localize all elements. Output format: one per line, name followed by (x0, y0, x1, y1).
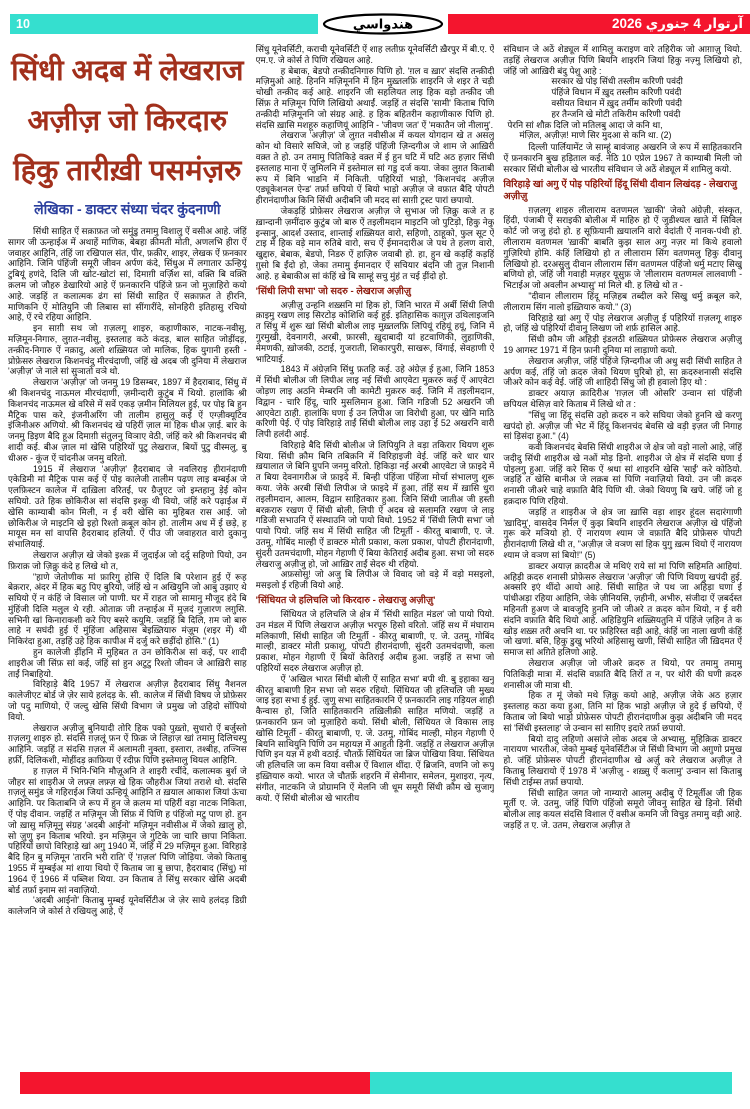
article-paragraph: ह ग़ज़ल में भिनि-भिनि मौज़ूअनि ते शाइरी रचींदे, कलात्मक बुर्श जे जौहर सां शाइरीअ जे लफ़्ज़ लफ़्ज़ खे हिक जौहरीअ जियां तराशे थो. संदसि ग़ज़लूं समुंड जे गहिराईअ जियां ऊन्हियूं आहिनि त ख़याल आकाश जियां ऊंचा आहिनि. पर किताबनि जे रूप में हुन जे क़लम मां पहिरीं वड़ा नाटक निकिता, ऐं पोइ दीवान. जड़हिं त मज़िमून जी सिंफ़ में पिणि ह पंहिंजो मटु पाण हो. हुन जो ख़ासु मज़िमूनु संग्रह 'अदबी आईनो' मज़िमून नवीसीअ में जेको ख़ालु हो, सो ज़ुणु इन किताब भरियो. इन मज़िमून जे गुटिके जा चारि छापा निकिता. पहिरियों छापो विरिहाड़े खां अगु 1940 में, जंहिं में 29 मज़िमून हुआ. विरिहाड़े बैदि हिन बु मज़िमून 'तारनि भरी राति' ऐं 'ग़ज़ल' पिणि जोड़िया. जेको किताबु 1955 में मुम्बईअ मां शाया थियो ऐं किताब जा बु छापा, हैदराबाद (सिंधु) मां 1964 ऐं 1966 में पब्लिश थिया. उन किताब ते सिंधु सरकार खेसि अदबी बोर्ड तर्फ़ा इनाम सां नवाज़ियो. (8, 765, 247, 895)
poem-line: हर तैन्जनि खे मोटी तकिरीम करिणी पवंदी (551, 108, 681, 119)
masthead-red-segment (448, 14, 750, 34)
poem-stanza (503, 76, 742, 141)
article-paragraph: डाक्टर अयाज़ क़ादिरीअ 'ग़ज़ल जी ओसरि' उन्वान सां पंहिंजी छपियल थेसिज़ वारे किताब में लिखे थो त : (503, 388, 743, 409)
article-paragraph: "दीवान लीलाराम हिंदू मज़िहब तब्दील करे सिखु धर्मु क़बूल करे, लीलाराम सिंग नालो इख़्तियारु कयो." (3) (503, 290, 743, 312)
article-paragraph: सिंधी साहित जगत जो नाम्यारो आलमु अदीबु ऐं टिमूर्तीअ जी हिक मूर्ती ए. जे. उतमु, जंहिं पिणि पंहिंजो समूरो जीवनु साहित खे ड़िनो. सिंधी बोलीअ लाइ कयल संदसि विशाल ऐं वसीअ कमनि जी विचुड़ तमामु वड़ी आहे. जड़हिं त ए. जे. उतम, लेखराज अज़ीज़ ते (503, 787, 743, 830)
article-paragraph: ह बेबाक, बेडपो तन्क़ीदनिगारु पिणि हो. 'ग़ल व ख़ार' संदसि तन्क़ीदी मज़िमुओ आहे. हिननि मज़िमूननि में हिन मुख़्तलफ़ि शाइरनि जे शइर ते चड़ी चोखी तन्क़ीद कई आहे. शाइरनि जी सहलियत लाइ हिक वड़ो तन्क़ीद जी सिंफ़ ते मज़िमून पिणि लिखियो अथाईं. जड़हिं त संदसि 'सामी' किताब पिणि तन्क़ीदी मज़िमूननि जो संग्रह आहे. ह हिक बहितरीन कहाणीकारु पिणि हो. संदसि ख़ासि मशहूरु कहाणियूं आहिनि - 'जीवण जत' ऐं 'मकातैन जो नीलामु'. (255, 65, 495, 130)
article-paragraph: सिंधु यूनेवर्सिटी, कराची यूनेवर्सिटी ऐं शाह लतीफ़ यूनेवर्सिटी ख़ैरपुर में बी.ए. ऐं एम.ए. जे कोर्स ते पिणि रखियल आहे. (255, 44, 495, 65)
article-paragraph: सिंधी साहित ऐं सक़ाफ़त जो समुंडु तमामु विशालु ऐं वसीअ आहे. जंहिं सागर जी ऊन्हाईअ में अथाहें माणिक, बेबहा क़ीमती मोती, अणलभि हीरा ऐं जवाहर आहिनि, तंहिं जा रखिपाल संत, पीर, फ़क़ीर, शाइर, लेखक ऐं फ़नकार आहिनि. जिनि पंहिंजी समूरी जीवन अर्पण कंदे, सिंधुअ में लगातार ऊन्हियूं टुबियूं हणंदे, दिलि जी खोट-खोटां सां, दिमाग़ी वर्ज़िश सां, वक़्ति बि वक़्ति क़लम जो जौहरु डेखारियो आहे ऐं फ़नकारनि पंहिंजे फ़न जो मुज़ाहिरो कयो आहे. जड़हिं त कलात्मक ढंग सां सिंधी साहित ऐं सक़ाफ़त ते हीरनि, माणिकनि ऐं मोतियुनि जी लिबास सां सींगारींदे, सोनहिरी इतिहासु रचियो आहे, ऐं रचे रहिया आहिनि. (8, 226, 247, 323)
column-3 (503, 44, 742, 1068)
article-paragraph: डाक्टर अयाज़ क़ादरीअ जे मथिएं राये सां मां पिणि सहिमति आहियां. अहिड़ी क़दरु शनासी प्रोफ़ेसरु लेखराज 'अज़ीज़' जी पिणि थियणु खपंदी हुई. अक्सरि इएं थींदो आयो आहे. सिंधी साहित जे पथ जा अहिड़ा घणा ई पांधीअड़ा रहिया आहिनि, जेके ज़ीनियसि, ज़हीनी, अभीरु, संजीदा ऐं ज़बर्दस्त महिनती हुअण जे बावजूदि हुननि जो जीअरे त क़दरु कोन थियो, न ई वरी संदनि वफ़ाति बैदि थियो आहे. अहिड़ियुनि शख़्सियतुनि में पंहिंजे ज़हिन ते क खोड़ शख़्स तरी अचनि था. पर फ़हिरिस्त वड़ी आहे, कंहिं जा नाला खणी कंहिं जो खणां. बसि, हिकु डुखु भरियो अहिसासु खणी, सिंधी साहित जी ख़िदमत ऐं समाज सां अग़िते हलिणो आहे. (503, 560, 743, 658)
article-paragraph: ऐं 'अखिल भारत सिंधी बोली ऐं साहित सभा' बपी थी. बु इहाका खनु कीरतु बाबाणी हिन सभा जो सदरु रहियो. सिंधियत जी हलिचलि जी मुख्य जाइ इहा सभा ई हुई. ज़ुणु सभा साहितकारनि ऐं फ़नकारनि लाइ गड़ियल शाही कैन्वास हो, जिति साहितकारनि तख़िलीक़ी साहित मणियो. जड़हिं त फ़नकारनि फ़न जो मुज़ाहिरो कयो. सिंधी बोली, सिंधियत जे विकास लाइ खोसि टिमूर्ती - कीरतु बाबाणी, ए. जे. उतमु, गोबिंद माल्ही, मोहन गेहाणी ऐं बियनि साथियुनि पिणि उन महायज्ञ में आहुती ड़िनी. जड़हिं त लेखराज अज़ीज़ पिणि इन यज्ञ में हथी वठाई. चौतर्फ़े सिंधियत जा ब्रिज पोखिया विया. सिंधियत जी हलिचलि जा कम विया वसीअ ऐं विशाल थींदा. ऐं ब्रिजनि, वणनि जो रूपु इख़्तियारु कयो. भारत जे चौतर्फ़े शहरनि में सेमीनार, समेलन, मुशाइरा, नृत्य, संगीत, नाटकनि जे प्रोग्रामनि ऐं मेलनि जी धूम समूरी सिंधी क़ौम खे सुजागु कयो. ऐं सिंधी बोलीअ खे भारतीय (255, 673, 495, 803)
article-paragraph: कवी किशनचंद बेवसि सिंधी शाइरीअ जे क्षेत्र जो वड़ो नालो आहे, जंहिं जदीदु सिंधी शाइरीअ खे नओं मोड़ ड़िनो. शाइरीअ जे क्षेत्र में संदसि घणा ई पोइलगु हुआ. जंहिं करे सिक ऐं श्रधा सां शाइरनि खेसि 'साईं' करे कोठियो. जड़हिं त खेसि बानीअ जे लक़ब सां पिणि नवाज़ियो वियो. उन जी क़दरु शनासी जीअरे चाहे वफ़ाति बैदि पिणि थी. जेको थियणु बि खपे. जंहिं जो हू हक़दारु पिणि रहियो. (503, 442, 743, 507)
section-subhead: विरिहाड़े खां अगु ऐं पोइ पहिरियों हिंदू सिंधी दीवान लिखंदड़ - लेखराजु अज़ीज़ु (503, 178, 737, 202)
section-subhead: 'सिंधियत जे हलिचलि जो किरदारु - लेखराजु अज़ीज़ु' (255, 595, 436, 607)
article-paragraph: "सिंधु जा हिंदू संदसि उहो क़दरु न करे सघिया जेको हुननि खे करणु खपंदो हो. अज़ीज़ जी भेट में हिंदू किशनचंद बेवसि खे वड़ी इज़त जी निगाह सां ड़िसंदा हुआ." (4) (503, 409, 743, 442)
masthead-teal-segment (10, 14, 318, 34)
article-paragraph: 'अदबी आईनो' किताबु मुम्बई यूनेवर्सिटीअ जे ज़ेर साये हलंदड़ डिग्री कालेजनि जे कोर्स ते रखियलु आहे, ऐं (8, 895, 247, 917)
issue-date: آرتوار 4 جنوري 2026 (611, 16, 743, 31)
article-paragraph: 1915 में लेखराज 'अज़ीज़' हैदराबाद जे नवलिराइ हीरानंदाणी एकेडिमी मां मैट्रिक पास कई ऐं पोइ कालेजी तालीम पढ़ण लाइ बम्बईअ जे एलफ़िस्टन कालेज में दाख़िला वरितई, पर ग्रैजुएट जो इम्तहानु ड़ेई कोन सघियो. उते हिक छोकिरीअ सां संदसि इश्क़ु थी वियो, जंहिं करे पढ़ाईअ में खेसि काम्याबी कोन मिली, न ई वरी खेसि का मुहिबत रास आई. जो छोकिरीअ जे माइटनि खे इहो रिश्तो क़बूल कोन हो. तालीम अध में ई छड़े, ह मायूस मन सां वापसि हैदराबाद हलियो. ऐं पीउ जी जवाहरात वारो दुकानु संभालियाई. (8, 463, 247, 550)
masthead-band (10, 14, 750, 34)
article-paragraph: अज़ीज़ु उन्हनि शख़्सनि मां हिक हो, जिनि भारत में अर्बी सिंधी लिपी क़ाइमु रखण लाइ सिरटोड़ कोशिशि कई हुई. इतिहासिक काग़ुज़ उथिलाइजनि त सिंधु में शुरू खां सिंधी बोलीअ लाइ मुख़्तलफ़ि लिपियूं रहियूं हयूं, जिनि में गुरमुखी, देवनागरी, अरबी, फ़ारसी, ख़ुदाबादी यां हटवाणिकी, लुहाणिकी, मेमणकी, ख़ोजकी, ठटाई, गुजराती, शिकारपुरी, साखरू, विंगाई, सेवहाणी ऐं भाटियाई. (255, 299, 495, 364)
article-paragraph: हुन कालेजी ड़ींहनि में मुहिबत त उन छोकिरीअ सां कई, पर शादी शाइरीअ जी सिंफ़ सां कई, जंहिं सां हुन अटुटु रिश्तो जीवन जे आख़िरी साह ताईं निबाहियो. (8, 647, 247, 679)
headline-line: सिंधी अदब में लेखराज (11, 55, 244, 87)
article-paragraph: लेखराज 'अज़ीज़' जे लुग़त नवीसीअ में कयल योगदान खे त असलु कोन थो विसारे सघिजे, जो ह जड़हिं पंहिंजी ज़िन्दगीअ जे शाम जे आख़िरी वक़्त ते हो. उन तमामु पितिकिड़े वक़्त में ई हुन घटि में घटि अठ हज़ार सिंधी इस्तलाह माना ऐं जुमिलनि में इस्तेमाल सां गडु दर्ज कया. जेका लुग़त किताबी रूप में बिनि भाडनि में निकिती. पहिरियों भाड़ो, 'किशनचंद अज़ीज़ एड्यूकेशनल ऐन्ड' तर्फ़ा छपियो ऐं बियो भाड़ो अज़ीज़ जे वफ़ात बैदि पोपटी हीरानंदाणीअ किनि सिंधी अदीबनि जी मदद सां साग़ी ट्रस्ट पारां छपायो. (255, 130, 495, 206)
article-paragraph: विरिहाड़े खां अगु ऐं पोइ लेखराज अज़ीज़ु ई पहिरियों ग़ज़लगू शाइरु हो, जंहिं खे पहिरियों दीवानु लिखण जो शर्फ़ हासिल आहे. (503, 312, 743, 334)
article-paragraph: सिंधियत जे हलिचलि जे क्षेत्र में 'सिंधी साहित मंडल' जो पायो पियो. उन मंडल में पिणि लेखराज अज़ीज़ भरपूरु हिसो वरितो. जंहिं सथ में मंघाराम मलिकाणी, सिंधी साहित जी टिमूर्ती - कीरतु बाबाणी, ए. जे. उतमु, गोबिंद माल्ही, डाक्टर मोती प्रकाशु, पोपटी हीरानंदाणी, सुंदरी उतमचंदाणी, कला प्रकाश, मोहन गेहाणी ऐं बियों केतिराई अदीब हुआ. जड़हिं त सभा जो पहिरियों सदरु लेखराज अज़ीज़ हो. (255, 609, 495, 674)
article-headline (8, 46, 247, 196)
headline-line: अज़ीज़ जो किरदारु (27, 105, 228, 137)
headline-line: हिकु तारीख़ी पसमंज़रु (13, 155, 242, 187)
section-subhead: 'सिंधी लिपी सभा' जो सदरु - लेखराज अज़ीज़ु (255, 285, 411, 297)
article-paragraph: लेखराज अज़ीज़ जो जीअरे क़दरु त थियो, पर तमामु तमामु पितिकिड़ी मात्रा में. संदसि वफ़ाति बैदि तिरों त न, पर थोरी की घणी क़दरु शनासीअ जी मात्रा थी. (503, 658, 743, 690)
poem-line: मंज़िल, अज़ीज़! माणे सिर मुदआ से कनि था. (2) (519, 130, 672, 141)
article-paragraph: लेखराज 'अज़ीज़' जो जनमु 19 डिसम्बर, 1897 में हैदराबाद, सिंधु में श्री किशनचंदु नाऊमल मीरचंदाणी, ज़मीन्दारी कुटुंब में थियो. हालांकि श्री किशनचंद नाऊमल खे वरिसे में सवें एकड़ ज़मीन मिलियल हुई, पर पोइ बि हुन मैट्रिक पास करे, इंजनीअरिंग जी तालीम हासुलु कई ऐं एग्ज़ीक्यूटिव इंजिनीअरु अणियो. श्री किशनचंद खे पहिरीं ज़ाल मां हिक धीअ ज़ाई. बार के जनमु ड़िइण बैदि हूअ दिमाग़ी संतुलनु विञाए वेठी, जंहिं करे श्री किशनचंद बी शादी कई. बीअ ज़ाल मां खेसि पहिरियों पुटु लेखराज, बियों पुटु वीस्मलु, बु धीअरु - कूंज ऐं चांदनीअ जनमु वरितो. (8, 377, 247, 463)
newspaper-logo-oval-icon (322, 13, 444, 35)
article-byline: लेखिका - डाक्टर संध्या चंदर कुंदनाणी (34, 201, 221, 217)
newspaper-logo (318, 14, 448, 34)
article-paragraph: हिक त मूं जेको मथे ज़िक्रु कयो आहे, अज़ीज़ जेके अठ हज़ार इस्तलाह कठा कया हुआ, तिनि मां हिक भाड़ो अज़ीज़ जे हुदे ई छपियो, ऐं किताब जो बियो भाड़ो प्रोफ़ेसरु पोपटी हीरानंदाणीअ कुझ अदीबनि जी मदद सां 'सिंधी इस्तलाह' जे उन्वान सां साग़िए इदारे तर्फ़ा छपायो. (503, 690, 743, 733)
article-paragraph: बियो दादु लहिणो असांजे लोक अदब जे अभ्यासु, मुहिक़िक़ डाक्टर नारायण भारतीअ, जेको मुम्बई यूनेवर्सिटीअ जे सिंधी विभाग जो अग़ुणो प्रमुख हो. जंहिं प्रोफ़ेसरु पोपटी हीरानंदाणीअ खे अर्ज़ु करे लेखराज अज़ीज़ ते किताबु लिखरायो ऐं 1978 में 'अज़ीज़ु - शख़्सु ऐं कलामु' उन्वान सां किताबु सिंधी टाईम्स तर्फ़ा छपायो. (503, 733, 743, 787)
article-paragraph: "हाणे जेतोणीक मां फ़ारिगु होसि ऐं दिलि बि परेशान हुई ऐं रूह बेक़रार, अंदर में हिक बठु पिए बुरियो, जंहिं खे न अखियुनि जो आबु उझाए थे सघियो ऐं न कंहिं जे विसाल जो पाणी. घर में राहत जो सामानु मौजूद हंदे बि मुंहिंजी दिलि मलुल थे रही. ओताक़ जी तन्हाईअ में मुज़दं गुज़ारण लग़ुसि. सभिनी खां किनाराकशी करे पिए बसरे कयुमि. जड़हिं बि दिलि, ग़म जो बारु लाहे न सघंदी हुई ऐं मुंहिंजा अहिसास बेइख़्तियारु मंज़ूम (शइर में) थी निकिरंदा हुआ, तड़हिं उहे हिक कापीअ में दर्जु करे छड़ींदो होसि." (1) (8, 571, 247, 647)
article-paragraph: जेकड़हिं प्रोफ़ेसर लेखराज अज़ीज़ जे सुभाअ जो ज़िक्रु कजे त ह ख़ान्दानी ज़मींदारु कुटुंब जो बारु ऐं तइलीमदान माइटनि जो पुटिड़ो, हिकु नेकु इन्सानु, आदर्श उस्ताद, शान्ताई शख़्सियत वारो, सहिणो, ठाहूको, फुल सूट ऐं टाइ में हिक वड़े मान रुतिबे वारो, सच ऐं ईमानदारीअ जे पथ ते हलण वारो, खुद्दारु, बेबाक, बेडपो, निडरु ऐं हाज़िरु जवाबी हो. हा, हुन खे कड़हिं कड़हिं ग़ुसो बि ईंदो हो, जेका तमामु ईमानदार ऐं सचियार बंदनि जी तुज़ निशानी आहे. ह बेबाकीअ सां कंहिं खे बि साम्हूं सचु मुंहं त चई ड़ींदो हो. (255, 205, 495, 281)
poem-line: सरकार खे पोइ सिंधी तस्लीम करिणी पवंदी (551, 76, 683, 87)
poem-line: पंहिंजे विधान में ख़ुद तस्लीम करिणी पवंदी (551, 87, 682, 98)
article-paragraph: ग़ज़लगू शाइरु लीलाराम वतणमल 'ख़ाकी' जेको अंग्रेज़ी, संस्कृत, हिंदी, पंजाबी ऐं सराइकी बोलीअ में माहिरु हो ऐं जुडीश्यल खाते में सिविल कोर्ट जो जजु हंदो हो. ह सूफ़ियानी ख़यालनि वारो वेदांती ऐं नानक-पंथी हो. लीलाराम वतणमल 'ख़ाकी' बाबति कुझ साल अगु नज़र मां किथे हवालो गुज़िरियो होमि. कंहिं लिखियो हो त लीलाराम सिंग वतणमलु हिकु दीवानु लिखियो हो. दरअसुलु दीवान लीलाराम सिंग वतणमल पंहिंजो धर्मु मटाए सिखु बणियो हो, जंहिं जी गवाही मज़हर यूसुफ़ जे 'लीलाराम वतणमल लालवाणी - भिटाईअ जो अवलीन अभ्यासु' मां मिले थी. ह लिखे थो त - (503, 204, 743, 291)
article-paragraph: संविधान जे अठें शेड्यूल में शामिलु कराइण वारे तहिरीक जो आग़ाज़ु थियो. तड़हिं लेखराज अज़ीज़ पिणि बियनि शाइरनि जियां हिकु नज़्मु लिखियो हो, जंहिं जो आख़िरी बंदु पेशु आहे : (503, 44, 743, 76)
article-paragraph: अफ़सोसु! जो अजु बि लिपीअ जे विवाद जो वड़े में वड़ो मसइलो, मसइलो ई रहिजी वियो आहे. (255, 569, 495, 591)
footer-red-bar (20, 1072, 370, 1094)
article-paragraph: इन साग़ी सथ जो ग़ज़लगू शाइरु, कहाणीकारु, नाटक-नवीसु, मज़िमून-निगारु, लुग़त-नवीसु, इस्तलाह कठे कंदड़, बाल साहित जोड़ींदड़, तन्क़ीद-निगारु ऐं नक़ादु, अलो शख़्सियत जो मालिक, हिक युगानी हस्ती - प्रोफ़ेसरु लेखराज किशनचंदु मीरचंदाणी, जंहिं खे अदब जी दुनिया में लेखराज 'अज़ीज़' जे नाले सां सुञातो वञे थो. (8, 323, 247, 377)
newspaper-logo-text: هندواسي (352, 16, 414, 32)
article-paragraph: सिंधी क़ौम जी अहिड़ी इंडलठी शख़्सियत प्रोफ़ेसरु लेखराज अज़ीज़ु 19 आगस्ट 1971 में हिन फ़ानी दुनिया मां लाड़ाणो कयो. (503, 334, 743, 355)
footer-teal-bar (370, 1072, 732, 1094)
article-paragraph: दिल्ली पार्लियामेंट जे साम्हूं बावंजाह अखरनि जे रूप में साहितकारनि ऐं फ़नकारनि बुख हड़िताल कई. नेठि 10 एप्रेल 1967 ते काम्याबी मिली जो सरकार सिंधी बोलीअ खे भारतीय संविधान जे अठें शेड्यूल में शामिलु कयो. (503, 142, 743, 174)
poem-line: वसीयत विधान में ख़ुद तर्मीम करिणी पवंदी (551, 97, 683, 108)
page-number: 10 (16, 17, 30, 31)
poem-line: पेरनि सां शौक़ दिलि जो मतिलबु आदा जे कनि था, (507, 119, 663, 130)
article-paragraph: विरिहाड़े बैदि 1957 में लेखराज अज़ीज़ हैदराबाद सिंधु नैशनल कालेजीएट बोर्ड जे ज़ेर साये हलंदड़ के. सी. कालेज में सिंधी विषय जे प्रोफ़ेसर जो पदु माणियो, ऐं जल्दु खेसि सिंधी विभाग जे प्रमुख जो उहिदो सोंपियो वियो. (8, 679, 247, 722)
column-2 (256, 44, 495, 1068)
article-paragraph: जड़हिं त शाइरीअ जे क्षेत्र जा ख़ासि वड़ा शाइर हूंदल सदारंगाणी 'ख़ादिमु', वासदेव निर्मल ऐं कुझ बियनि शाइरनि लेखराज अज़ीज़ खे पंहिंजो गुरू करे मञियो हो. ऐं नारायण श्याम जे वफ़ाति बैदि प्रोफ़ेसरु पोपटी हीरानंदाणी लिखे थी त, "अज़ीज़ जे वञण सां हिक युगु ख़त्म थियो ऐं नारायण श्याम जे वञण सां बियो!" (5) (503, 506, 743, 561)
footer-color-bars (20, 1072, 732, 1094)
article-paragraph: लेखराज अज़ीज़, जंहिं पंहिंजे ज़िन्दगीअ जी अधु सदी सिंधी साहित ते अर्पण कई, तंहिं जो क़दरु जेको थियण घुरिबो हो, सा क़दरुशनासी संदसि जीअरे कोन कई वेई. जंहिं जी शाहिदी सिंधु जो ही हवालो ड़िए थो : (503, 355, 743, 388)
article-paragraph: विरिहाड़े बैदि सिंधी बोलीअ जे लिपियुनि ते वड़ा तकिरार थियण शुरू थिया. सिंधी क़ौम बिनि तबिक़नि में विरिहाइजी वेई. जंहिं करे धार धार ख़यालात जे बिनि ग्रुपनि जनमु वरितो. हिकिड़ा नई अरबी आएवेटा जे फ़ाइदे में त बिया देवनागरीअ जे फ़ाइदे में. बिन्ही पंहिंजा पंहिंजा मोर्चा संभालणु शुरू कया. जेके अरबी सिंधी लिपीअ जे फ़ाइदे में हुआ, तंहिं सथ में ख़ासि धुरा तइलीमदान, आलम, विद्वान साहितकार हुआ. जिनि सिंधी जातीअ जी हस्ती बरक़रारु रखण ऐं सिंधी बोली, लिपी ऐं अदब खे सलामति रखण जे लाइ गडिजी सभाउनि ऐं संस्थाउनि जो पायो विधो. 1952 में 'सिंधी लिपी सभा' जो पायो पियो. जंहिं सथ में सिंधी साहित जी टिमूर्ती - कीरतु बाबाणी, ए. जे. उतमु, गोबिंद माल्ही ऐं डाक्टरु मोती प्रकाश, कला प्रकाश, पोपटी हीरानंदाणी, सुंदरी उतमचंदाणी, मोहन गेहाणी ऐं बिया केतिराई अदीब हुआ. सभा जो सदरु लेखराजु अज़ीजु हो, जो आख़िर ताईं सेदरु थी रहियो. (255, 439, 495, 569)
article-body (8, 44, 742, 1068)
article-paragraph: 1843 में अंग्रेज़नि सिंधु फ़तहि कई. उहे अंग्रेज़ ई हुआ, जिनि 1853 में सिंधी बोलीअ जी लिपीअ लाइ नई सिंधी आएवेटा मुक़ररु कई ऐं आएवेटा जोड़ण लाइ अठनि मेम्बरनि जी कामेटी मुक़ररु कई. जिनि में तइलीमदान, विद्वान - चारि हिंदू, चारि मुसलिमान हुआ. जिनि गडिजी 52 अखरनि जी आएवेटा ठाही. हालांकि घणा ई उन लिपीअ जा विरोधी हुआ, पर खेनि माठि करिणी पेई. ऐं पोइ विरिहाड़े ताईं सिंधी बोलीअ लाइ उहा ई 52 अखरनि वारी लिपी हलंदी आई. (255, 364, 495, 440)
article-paragraph: लेखराज अज़ीज़ खे जेको इश्क़ में जुदाईअ जो दर्दु सहिणो पियो, उन फ़िराक़ जो ज़िक्रु कंदे ह लिखे थो त, (8, 549, 247, 571)
column-1 (8, 44, 247, 1068)
article-paragraph: लेखराज अज़ीजु बुनियादी तोरि हिक पको पुख़्तो, सुधारो ऐं बर्जुस्तो ग़ज़लगू शाइरु हो. संदसि ग़ज़लूं फ़न ऐं फ़िक्र जे लिहाज़ खां तमामु दिलिचस्पु आहिनि. जड़हिं त संदसि ग़ज़ल में अलामती नुक्ता, इस्तारा, तश्बीह, तज्निस हर्फ़ी, दिलिकशी, मोहींदड़ क़ाफ़िया ऐं रदीफ़ पिणि इस्तेमालु थियल आहिनि. (8, 722, 247, 766)
